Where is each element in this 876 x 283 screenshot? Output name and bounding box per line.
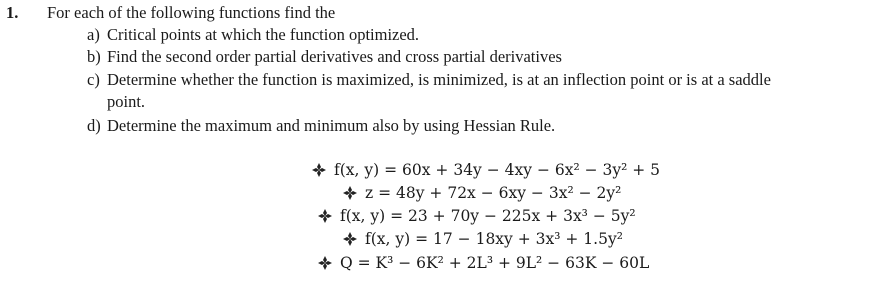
part-letter: a): [87, 25, 100, 44]
diamond-bullet-icon: [318, 209, 332, 223]
part-c: [87, 70, 771, 90]
diamond-bullet-icon: [318, 256, 332, 270]
diamond-bullet-icon: [343, 232, 357, 246]
function-expression: Q = K³ − 6K² + 2L³ + 9L² − 63K − 60L: [340, 254, 650, 272]
part-text: Determine the maximum and minimum also by using Hessian Rule.: [107, 116, 556, 135]
function-item: [318, 253, 649, 273]
part-text: Find the second order partial derivatives and cross partial derivatives: [107, 47, 562, 66]
diamond-bullet-icon: [312, 163, 326, 177]
function-item: [318, 206, 636, 226]
part-c-continuation: point.: [107, 92, 146, 111]
function-item: [343, 229, 623, 249]
diamond-bullet-icon: [343, 186, 357, 200]
function-item: [343, 183, 621, 203]
part-text: Determine whether the function is maximized, is minimized, is at an inflection point or is at a saddle: [107, 70, 771, 89]
part-letter: c): [87, 70, 100, 89]
problem-number: 1.: [6, 3, 19, 22]
part-b: [87, 47, 562, 67]
part-d: [87, 116, 556, 136]
function-expression: z = 48y + 72x − 6xy − 3x² − 2y²: [365, 184, 622, 202]
function-expression: f(x, y) = 23 + 70y − 225x + 3x³ − 5y²: [340, 207, 636, 225]
part-letter: b): [87, 47, 101, 66]
function-expression: f(x, y) = 17 − 18xy + 3x³ + 1.5y²: [365, 230, 623, 248]
part-a: [87, 25, 420, 45]
part-text: Critical points at which the function optimized.: [107, 25, 420, 44]
function-item: [312, 160, 660, 180]
part-letter: d): [87, 116, 101, 135]
function-expression: f(x, y) = 60x + 34y − 4xy − 6x² − 3y² + 5: [334, 161, 661, 179]
problem-intro: For each of the following functions find the: [47, 3, 336, 22]
